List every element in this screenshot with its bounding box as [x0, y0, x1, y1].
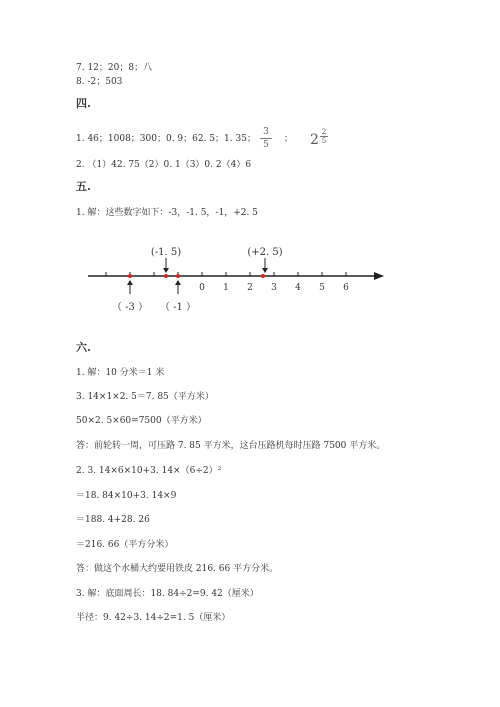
section-heading-5: 五. [76, 180, 91, 193]
answer-6-7: ＝188. 4+28. 26 [76, 515, 150, 525]
tick-label-6: 6 [343, 283, 349, 293]
answer-6-3: 50×2. 5×60=7500（平方米） [76, 416, 207, 426]
point-pos-2-5 [261, 274, 265, 278]
label-top-neg-1-5: (-1. 5) [150, 247, 182, 258]
number-line [80, 238, 390, 318]
point-neg-1-5 [164, 274, 168, 278]
label-bot-neg-1: （ -1 ） [159, 302, 197, 313]
arrow-down-2-head [262, 268, 268, 273]
answer-6-9: 答：做这个水桶大约要用铁皮 216. 66 平方分米。 [76, 564, 279, 574]
tick-label-4: 4 [295, 283, 301, 293]
tick-labels [199, 283, 349, 293]
tick-label-5: 5 [319, 283, 325, 293]
answer-5-1: 1. 解：这些数字如下：-3，-1. 5，-1，+2. 5 [76, 208, 258, 218]
section-heading-4: 四. [76, 97, 91, 110]
mixed-number: 2 2 5 [310, 128, 327, 148]
answer-6-1: 1. 解：10 分米＝1 米 [76, 368, 165, 378]
tick-label-2: 2 [247, 283, 253, 293]
fraction-three-fifths: 3 5 [260, 127, 272, 150]
answer-6-11: 半径：9. 42÷3. 14÷2=1. 5（厘米） [76, 613, 231, 623]
answer-6-6: ＝18. 84×10+3. 14×9 [76, 491, 177, 501]
answer-6-5: 2. 3. 14×6×10+3. 14×（6÷2）² [76, 466, 222, 476]
answer-line-7: 7. 12；20；8；八 [76, 63, 153, 73]
tick-label-0: 0 [199, 283, 205, 293]
label-bot-neg-3: （ -3 ） [111, 302, 149, 313]
point-neg-3 [128, 274, 132, 278]
answer-6-10: 3. 解：底面周长：18. 84÷2=9. 42（厘米） [76, 589, 259, 599]
answer-6-4: 答：前轮转一周，可压路 7. 85 平方米，这台压路机每时压路 7500 平方米。 [76, 441, 386, 451]
answer-6-8: ＝216. 66（平方分米） [76, 540, 174, 550]
tick-label-1: 1 [223, 283, 229, 293]
section-heading-6: 六. [76, 341, 91, 354]
point-neg-1 [176, 274, 180, 278]
arrow-up-1-head [127, 280, 133, 285]
arrow-head-icon [374, 272, 384, 280]
answer-6-2: 3. 14×1×2. 5＝7. 85（平方米） [76, 392, 214, 402]
answer-4-1: 1. 46；1008；300；0. 9；62. 5；1. 35； [76, 134, 256, 144]
arrow-down-1-head [163, 268, 169, 273]
separator: ； [284, 134, 294, 144]
tick-label-3: 3 [271, 283, 277, 293]
answer-4-2: 2. （1）42. 75（2）0. 1（3）0. 2（4）6 [76, 160, 252, 170]
arrow-up-2-head [175, 280, 181, 285]
answer-line-8: 8. -2；503 [76, 77, 123, 87]
label-top-pos-2-5: (+2. 5) [247, 247, 283, 258]
